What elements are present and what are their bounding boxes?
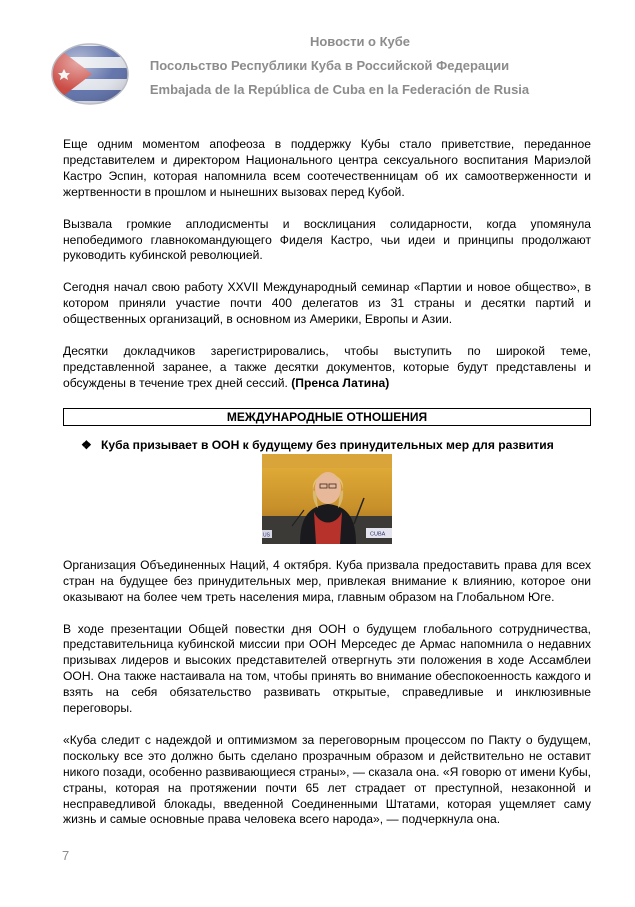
paragraph: Вызвала громкие аплодисменты и восклицания солидарности, когда упомянула непобедимого главнокомандующего Фиделя Кастро, чьи идеи и принципы продолжают руководить кубинской революцией. (63, 216, 591, 263)
page-number: 7 (62, 848, 70, 863)
photo-plate-cuba: CUBA (370, 531, 386, 538)
article-photo (262, 454, 392, 544)
paragraph (63, 344, 591, 392)
paragraph-text: Десятки докладчиков зарегистрировались, чтобы выступить по широкой теме, представленной заранее, а также десятки документов, которые будут представлены и обсуждены в течение трех дней сессий. (63, 344, 591, 390)
header-embassy-es: Embajada de la República de Cuba en la Federación de Rusia (149, 82, 530, 97)
paragraph: Сегодня начал свою работу XXVII Международный семинар «Партии и новое общество», в котором приняли участие почти 400 делегатов из 31 страны и десятки партий и общественных организаций, в основном из Америки, Европы и Азии. (63, 280, 591, 327)
diamond-bullet-icon: ❖ (81, 437, 92, 452)
source-label: (Пренса Латина) (291, 375, 390, 390)
header-embassy-ru: Посольство Республики Куба в Российской Федерации (149, 58, 510, 73)
paragraph: В ходе презентации Общей повестки дня ООН о будущем глобального сотрудничества, представительница кубинской миссии при ООН Мерседес де Армас напомнила о недавних призывах лидеров и высоких представителей отвергнуть эти положения в ходе Ассамблеи ООН. Она также настаивала на том, чтобы принять во внимание обеспокоенность каждого и взять на себя обязательство развивать открытые, справедливые и инклюзивные переговоры. (63, 621, 591, 716)
article-title-text: Куба призывает в ООН к будущему без принудительных мер для развития (101, 437, 554, 452)
page-content (63, 137, 591, 828)
header-title: Новости о Кубе (309, 34, 411, 49)
paragraph: «Куба следит с надеждой и оптимизмом за переговорным процессом по Пакту о будущем, поскольку все это должно быть сделано прозрачным образом и действительно не оставит никого позади, особенно развивающиеся страны», — сказала она. «Я говорю от имени Кубы, страны, которая на протяжении почти 65 лет страдает от преступной, незаконной и несправедливой блокады, введенной Соединенными Штатами, которая ущемляет саму жизнь и самые основные права человека всего народа», — подчеркнула она. (63, 732, 591, 827)
paragraph: Организация Объединенных Наций, 4 октября. Куба призвала предоставить права для всех стран на будущее без принудительных мер, привлекая внимание к влиянию, которое они оказывают на более чем треть населения мира, главным образом на Глобальном Юге. (63, 557, 591, 604)
photo-plate-us: US (263, 532, 270, 539)
article-title (63, 438, 591, 453)
section-heading: МЕЖДУНАРОДНЫЕ ОТНОШЕНИЯ (63, 408, 591, 426)
paragraph: Еще одним моментом апофеоза в поддержку Кубы стало приветствие, переданное представителем и директором Национального центра сексуального воспитания Мариэлой Кастро Эспин, которая напомнила всем соотечественницам об их самоотверженности и жертвенности в прошлом и нынешних вызовах перед Кубой. (63, 137, 591, 199)
